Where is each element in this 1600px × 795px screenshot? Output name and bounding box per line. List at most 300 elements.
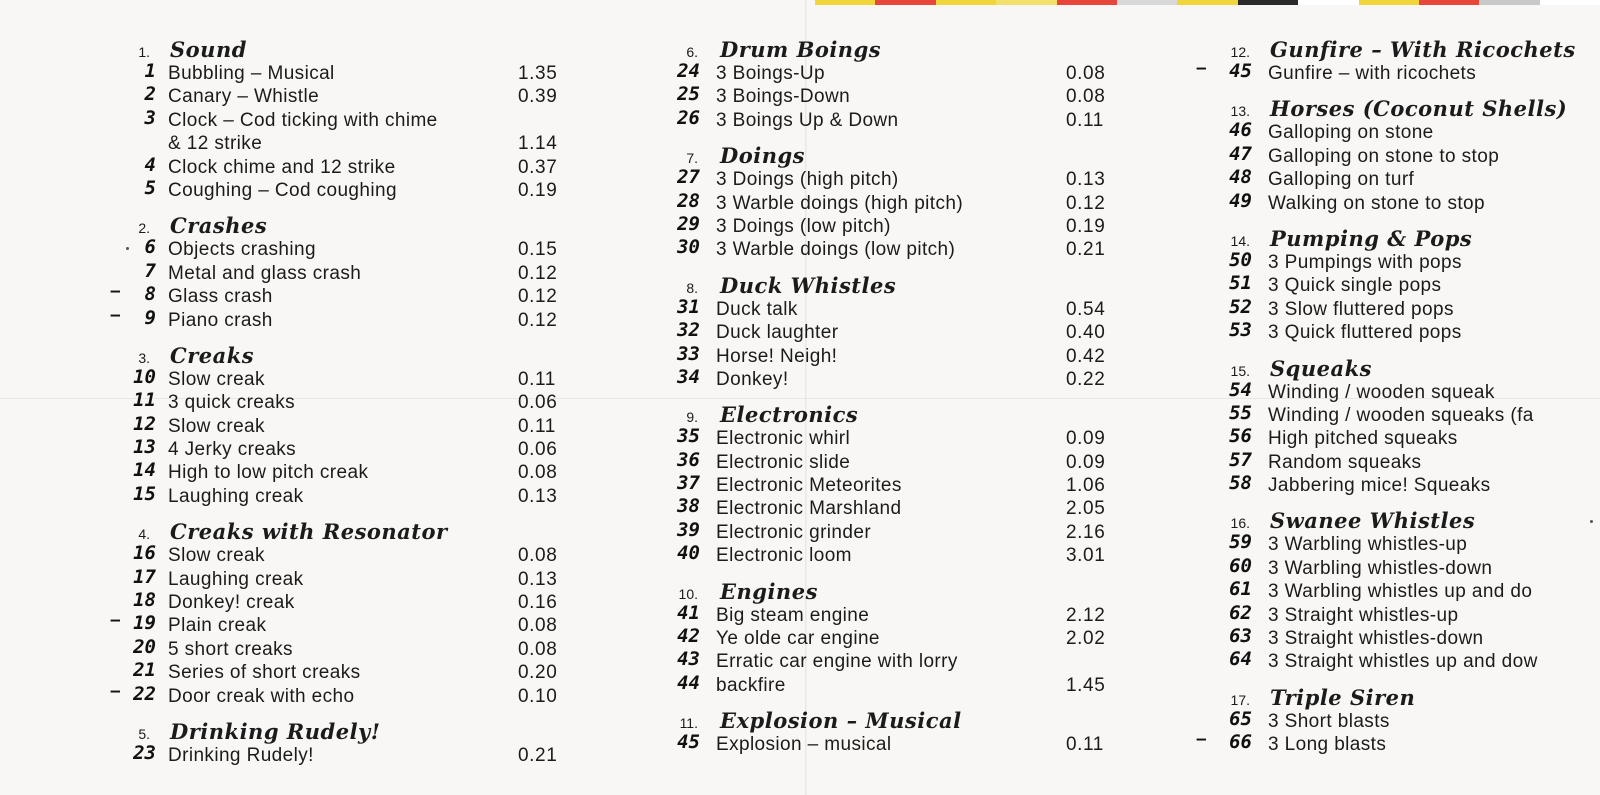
section-number: 9. (686, 409, 698, 426)
track-number: 58 (1229, 472, 1252, 495)
track-title: High pitched squeaks (1268, 428, 1458, 450)
section-header (1218, 355, 1600, 381)
track-title: Clock – Cod ticking with chime (168, 109, 438, 131)
track-duration: 0.11 (518, 415, 556, 437)
track-number: 44 (677, 671, 700, 694)
track-number: 48 (1229, 166, 1252, 189)
track-row (1218, 121, 1600, 144)
track-row (666, 497, 1126, 520)
strip-segment (1540, 0, 1600, 5)
track-duration: 0.19 (518, 179, 558, 201)
track-number: 30 (677, 236, 700, 259)
track-title: Laughing creak (168, 485, 304, 507)
track-title: Duck talk (716, 298, 798, 320)
track-duration: 0.37 (518, 156, 558, 178)
track-number: 3 (144, 106, 156, 129)
section-gap (118, 708, 578, 718)
track-row (1218, 295, 1600, 321)
track-row (1218, 248, 1600, 274)
track-duration: 0.09 (1066, 428, 1106, 450)
track-row (1218, 474, 1600, 497)
section-number: 6. (686, 44, 698, 60)
track-title: Walking on stone to stop (1268, 192, 1485, 214)
section-header (666, 142, 1126, 168)
section-number: 4. (138, 526, 150, 543)
track-title: Electronic whirl (716, 428, 851, 450)
track-row (666, 342, 1126, 368)
track-title: Gunfire – with ricochets (1268, 63, 1477, 84)
track-number: 47 (1229, 142, 1252, 165)
track-number: 14 (133, 459, 156, 482)
section-title: Horses (Coconut Shells) (1270, 96, 1568, 122)
track-number: 42 (677, 625, 700, 648)
track-duration: 0.39 (518, 86, 558, 108)
track-row (666, 671, 1126, 697)
track-title: Bubbling – Musical (168, 63, 335, 84)
track-title: Slow creak (168, 368, 265, 390)
track-number: 36 (677, 448, 700, 471)
handwritten-dash: – (110, 281, 121, 303)
track-duration: 0.08 (1066, 86, 1106, 108)
section-title: Engines (720, 578, 818, 604)
track-title: 3 Doings (low pitch) (716, 215, 891, 237)
track-row (666, 106, 1126, 132)
track-row (118, 412, 578, 438)
handwritten-dash: – (110, 610, 121, 632)
track-number: 26 (677, 106, 700, 129)
track-title: Laughing creak (168, 568, 304, 590)
track-number: 33 (677, 342, 700, 365)
track-title: 3 Quick single pops (1268, 275, 1442, 297)
track-duration: 0.08 (518, 545, 558, 567)
track-duration: 0.21 (518, 744, 558, 766)
track-duration: 0.08 (518, 615, 558, 637)
section-header (666, 707, 1126, 733)
column-middle (666, 36, 1126, 757)
track-row (1218, 321, 1600, 344)
track-row (1218, 554, 1600, 580)
track-duration: 0.42 (1066, 345, 1106, 367)
strip-segment (1419, 0, 1479, 5)
section-number: 12. (1230, 44, 1250, 60)
track-row (1196, 729, 1600, 756)
track-duration: 0.13 (1066, 169, 1106, 191)
track-number: 41 (677, 601, 700, 624)
track-duration: 0.10 (518, 685, 558, 707)
handwritten-dash: – (110, 680, 121, 702)
track-duration: 0.11 (518, 368, 556, 390)
track-title: Erratic car engine with lorry (716, 651, 958, 673)
section-gap (666, 262, 1126, 272)
section-gap (1218, 674, 1600, 684)
track-duration: 0.12 (518, 309, 558, 331)
column-right (1196, 36, 1600, 757)
track-row (118, 635, 578, 661)
track-duration: 0.06 (518, 439, 558, 461)
track-row (666, 85, 1126, 108)
track-row (1218, 427, 1600, 450)
section-header (118, 718, 578, 744)
section-gap (1218, 497, 1600, 507)
strip-segment (1298, 0, 1358, 5)
track-row (666, 427, 1126, 450)
track-number: 13 (133, 436, 156, 459)
track-row (110, 304, 578, 332)
track-duration: 0.16 (518, 592, 558, 614)
track-title: 3 Boings-Up (716, 63, 825, 84)
track-title: Winding / wooden squeak (1268, 381, 1495, 403)
track-title: Donkey! (716, 368, 789, 390)
track-duration: 2.05 (1066, 498, 1106, 520)
track-title: 4 Jerky creaks (168, 439, 297, 461)
track-title: Galloping on stone to stop (1268, 145, 1500, 167)
track-row (118, 85, 578, 108)
section-gap (1218, 345, 1600, 355)
section-number: 1. (138, 44, 150, 60)
track-number: 46 (1229, 119, 1252, 142)
strip-segment (815, 0, 875, 5)
track-number: 1 (144, 60, 156, 82)
track-row (666, 601, 1126, 627)
track-number: 32 (677, 319, 700, 342)
track-title: 3 Warbling whistles up and do (1268, 581, 1533, 603)
track-title: 3 Boings Up & Down (716, 109, 899, 131)
track-number: 4 (144, 153, 156, 176)
track-title: Electronic loom (716, 545, 852, 567)
track-row (118, 132, 578, 155)
track-row (666, 474, 1126, 497)
track-title: Electronic grinder (716, 521, 872, 543)
section-gap (1218, 85, 1600, 95)
track-title: Canary – Whistle (168, 86, 320, 108)
track-row (118, 365, 578, 391)
track-row (118, 176, 578, 202)
track-title: 3 Short blasts (1268, 710, 1390, 732)
track-number: 51 (1229, 272, 1252, 295)
track-title: Big steam engine (716, 604, 870, 626)
track-row (666, 168, 1126, 191)
track-number: 66 (1229, 731, 1252, 754)
track-number: 63 (1229, 625, 1252, 648)
track-duration: 0.12 (518, 262, 558, 284)
track-title: Donkey! creak (168, 592, 295, 614)
track-title: Clock chime and 12 strike (168, 156, 396, 178)
strip-segment (996, 0, 1056, 5)
track-number: 11 (133, 389, 156, 412)
strip-segment (1238, 0, 1298, 5)
track-number: 9 (144, 306, 156, 329)
track-title: 3 Slow fluttered pops (1268, 298, 1454, 320)
track-row (118, 544, 578, 567)
track-row (1218, 274, 1600, 297)
track-title: Duck laughter (716, 322, 839, 344)
track-row (1196, 58, 1600, 85)
track-duration: 0.21 (1066, 239, 1106, 261)
track-number: 54 (1229, 378, 1252, 401)
track-title: Ye olde car engine (716, 628, 880, 650)
section-title: Duck Whistles (720, 272, 897, 298)
section-number: 10. (678, 585, 698, 602)
track-row (118, 661, 578, 684)
track-number: 49 (1229, 189, 1252, 212)
track-duration: 0.11 (1066, 109, 1104, 131)
section-number: 16. (1230, 515, 1250, 532)
track-number: 22 (133, 682, 156, 705)
track-number: 2 (144, 83, 156, 106)
track-number: 7 (144, 259, 156, 282)
track-title: 3 Warble doings (high pitch) (716, 192, 964, 214)
section-gap (1218, 215, 1600, 225)
track-duration: 0.15 (518, 239, 558, 261)
track-duration: 0.08 (1066, 63, 1106, 84)
track-duration: 0.08 (518, 638, 558, 660)
track-row (1218, 378, 1600, 404)
track-title: Galloping on turf (1268, 169, 1415, 191)
track-number: 35 (677, 425, 700, 448)
section-gap (666, 132, 1126, 142)
track-duration: 0.19 (1066, 215, 1106, 237)
track-row (1218, 650, 1600, 673)
track-number: 16 (133, 542, 156, 565)
track-number: 38 (677, 495, 700, 518)
track-title: 3 Warble doings (low pitch) (716, 239, 956, 261)
track-row (1218, 707, 1600, 733)
track-number: 43 (677, 648, 700, 671)
track-number: 52 (1229, 295, 1252, 318)
track-title: Slow creak (168, 545, 265, 567)
track-title: Slow creak (168, 415, 265, 437)
section-header (666, 272, 1126, 298)
track-row (118, 461, 578, 484)
track-title: Winding / wooden squeaks (fa (1268, 404, 1534, 426)
strip-segment (1479, 0, 1539, 5)
track-row (118, 741, 578, 767)
track-number: 29 (677, 212, 700, 235)
track-row (666, 212, 1126, 238)
handwritten-dash: – (1196, 58, 1207, 79)
track-title: 3 Boings-Down (716, 86, 851, 108)
track-row (666, 295, 1126, 321)
track-title: Piano crash (168, 309, 273, 331)
track-title: Door creak with echo (168, 685, 355, 707)
track-number: 37 (677, 472, 700, 495)
track-title: Drinking Rudely! (168, 744, 314, 766)
track-number: 55 (1229, 401, 1252, 424)
track-title: 3 Long blasts (1268, 734, 1387, 756)
track-duration: 3.01 (1066, 545, 1106, 567)
track-number: 45 (677, 731, 700, 754)
section-number: 8. (686, 279, 698, 296)
track-duration: 0.09 (1066, 451, 1106, 473)
track-row (666, 448, 1126, 474)
section-title: Explosion – Musical (720, 708, 962, 734)
track-number: 62 (1229, 601, 1252, 624)
track-title: 3 Warbling whistles-down (1268, 557, 1493, 579)
section-header (118, 212, 578, 238)
track-number: 12 (133, 412, 156, 435)
track-number: 53 (1229, 319, 1252, 342)
track-row (1218, 580, 1600, 603)
track-row (1218, 448, 1600, 474)
section-title: Pumping & Pops (1270, 225, 1473, 251)
track-duration: 1.45 (1066, 674, 1106, 696)
track-number: 39 (677, 518, 700, 541)
section-number: 13. (1230, 103, 1250, 120)
track-row (118, 259, 578, 285)
track-title: 3 quick creaks (168, 392, 296, 414)
section-number: 15. (1230, 362, 1250, 379)
track-number: 64 (1229, 648, 1252, 671)
track-row (666, 544, 1126, 567)
section-gap (666, 568, 1126, 578)
section-header (1218, 225, 1600, 251)
track-number: 20 (133, 635, 156, 658)
track-number: 17 (133, 565, 156, 588)
track-row (666, 62, 1126, 85)
track-row (1218, 533, 1600, 556)
section-gap (666, 697, 1126, 707)
section-title: Swanee Whistles (1270, 508, 1476, 534)
track-row (118, 106, 578, 132)
track-title: High to low pitch creak (168, 462, 369, 484)
section-header (666, 578, 1126, 604)
section-header (118, 342, 578, 368)
track-number: 56 (1229, 425, 1252, 448)
track-duration: 0.54 (1066, 298, 1106, 320)
track-duration: 0.12 (1066, 192, 1106, 214)
track-row (118, 391, 578, 414)
track-title: Explosion – musical (716, 734, 892, 756)
strip-segment (1117, 0, 1177, 5)
track-duration: 1.06 (1066, 475, 1106, 497)
track-duration: 2.12 (1066, 604, 1106, 626)
track-row (666, 518, 1126, 544)
track-row (118, 482, 578, 508)
section-title: Drinking Rudely! (170, 718, 381, 744)
strip-segment (1359, 0, 1419, 5)
track-title: Objects crashing (168, 239, 316, 261)
track-title: Random squeaks (1268, 451, 1422, 473)
section-title: Drum Boings (720, 37, 882, 62)
section-number: 14. (1230, 232, 1250, 249)
track-number: 23 (133, 741, 156, 764)
track-number: 57 (1229, 448, 1252, 471)
track-title: & 12 strike (168, 133, 263, 155)
track-title: Electronic Marshland (716, 498, 902, 520)
section-gap (118, 508, 578, 518)
track-duration: 1.35 (518, 63, 558, 84)
strip-segment (936, 0, 996, 5)
track-title: 3 Pumpings with pops (1268, 251, 1462, 273)
track-row (110, 610, 578, 637)
section-number: 7. (686, 150, 698, 167)
section-gap (118, 202, 578, 212)
track-title: 3 Straight whistles-up (1268, 604, 1459, 626)
section-header (666, 401, 1126, 427)
track-row (1218, 189, 1600, 215)
track-number: 40 (677, 542, 700, 565)
track-row (1218, 142, 1600, 168)
track-duration: 0.13 (518, 485, 558, 507)
track-number: 8 (144, 283, 156, 306)
track-number: 6 (144, 236, 156, 259)
section-title: Creaks with Resonator (170, 519, 448, 545)
track-row (110, 680, 578, 708)
track-row (118, 565, 578, 591)
track-number: 25 (677, 83, 700, 106)
section-number: 5. (138, 725, 150, 742)
track-number: 19 (133, 612, 156, 635)
track-number: 28 (677, 189, 700, 212)
track-duration: 1.14 (518, 133, 558, 155)
track-duration: 0.13 (518, 568, 558, 590)
track-row (666, 189, 1126, 215)
section-header (1218, 95, 1600, 121)
track-duration: 0.20 (518, 662, 558, 684)
handwritten-dash: – (110, 304, 121, 326)
track-title: Metal and glass crash (168, 262, 362, 284)
section-number: 3. (138, 349, 150, 366)
track-title: 3 Quick fluttered pops (1268, 322, 1462, 344)
track-row (666, 238, 1126, 261)
handwritten-dash: – (1196, 729, 1207, 751)
track-title: Coughing – Cod coughing (168, 179, 397, 201)
track-row (666, 650, 1126, 673)
track-number: 31 (677, 295, 700, 318)
track-title: 3 Straight whistles-down (1268, 628, 1484, 650)
track-title: Jabbering mice! Squeaks (1268, 475, 1491, 497)
track-title: 3 Doings (high pitch) (716, 169, 899, 191)
track-duration: 0.11 (1066, 734, 1104, 756)
track-row (666, 365, 1126, 391)
section-gap (118, 332, 578, 342)
section-number: 11. (679, 715, 698, 732)
section-title: Electronics (720, 402, 859, 428)
section-header (1218, 36, 1600, 62)
track-row (118, 238, 578, 261)
track-row (666, 627, 1126, 650)
track-row (1218, 627, 1600, 650)
track-number: 10 (133, 365, 156, 388)
track-row (666, 321, 1126, 344)
track-row (1218, 601, 1600, 627)
track-number: 65 (1229, 707, 1252, 730)
section-header (666, 36, 1126, 62)
track-duration: 0.22 (1066, 368, 1106, 390)
track-title: Glass crash (168, 286, 273, 308)
track-duration: 0.08 (518, 462, 558, 484)
track-row (118, 153, 578, 179)
track-title: Series of short creaks (168, 662, 361, 684)
track-number: 34 (677, 365, 700, 388)
track-number: 15 (133, 482, 156, 505)
strip-segment (1057, 0, 1117, 5)
track-row (1218, 401, 1600, 427)
track-title: 5 short creaks (168, 638, 293, 660)
track-duration: 0.12 (518, 286, 558, 308)
track-row (110, 281, 578, 308)
strip-segment (875, 0, 935, 5)
track-row (1218, 168, 1600, 191)
track-number: 45 (1229, 60, 1252, 82)
track-row (118, 438, 578, 461)
strip-segment (1177, 0, 1237, 5)
color-strip (815, 0, 1600, 5)
track-duration: 2.02 (1066, 628, 1106, 650)
section-title: Gunfire – With Ricochets (1270, 37, 1576, 62)
track-title: Horse! Neigh! (716, 345, 838, 367)
track-title: Plain creak (168, 615, 267, 637)
